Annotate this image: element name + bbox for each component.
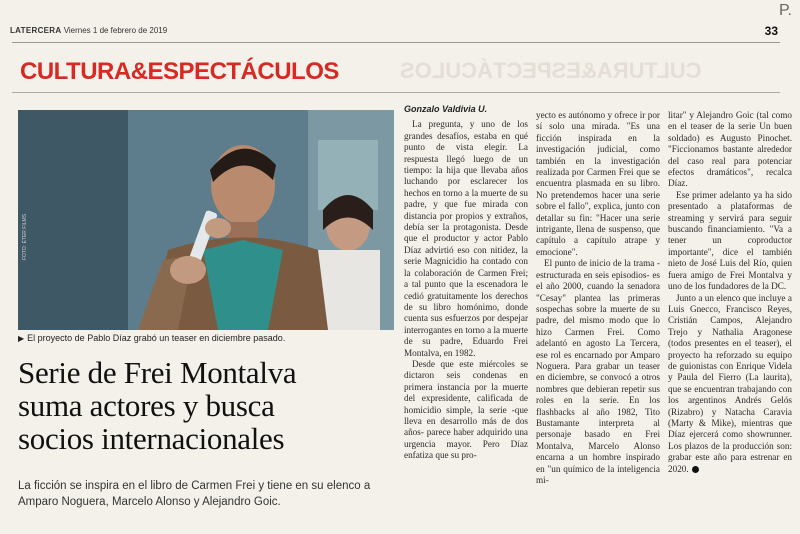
headline-line: Serie de Frei Montalva: [18, 355, 297, 390]
paragraph: yecto es autónomo y ofrece ir por sí solo una mirada. "Es una ficción inspirada en la investigación judicial, como también en la investigación realizada por Carmen Frei que se encuentra plasmada en su libro. No pretendemos hacer una serie sobre el fallo", explica, junto con detallar su fin: "Hacer una serie intrigante, llena de suspenso, que capítulo a capítulo atrape y emocione".: [536, 110, 660, 257]
paragraph: litar" y Alejandro Goic (tal como en el teaser de la serie Un buen soldado) es Augusto Pinochet. "Ficcionamos bastante alrededor del caso real para potenciar efectos dramáticos", recalca Díaz.: [668, 110, 792, 189]
paragraph: [668, 293, 792, 476]
paragraph: Desde que este miércoles se dictaron seis condenas en primera instancia por la muerte del expresidente, calificada de homicidio simple, la serie -que lleva en desarrollo más de dos años- parece haber adquirido una urgencia mayor. Pero Díaz enfatiza que su pro-: [404, 358, 528, 461]
masthead: [10, 26, 790, 40]
bleed-through-mirror: CULTURA&ESPECTÁCULOS: [400, 58, 702, 83]
handwritten-corner-mark: P.: [778, 2, 792, 19]
headline: [18, 356, 398, 455]
article-photo: [18, 110, 394, 330]
paragraph-text: Junto a un elenco que incluye a Luis Gnecco, Francisco Reyes, Cristián Campos, Alejandro Trejo y Nathalia Aragonese (todos presentes en el teaser), el proyecto ha reforzado su equipo de guionistas con Enrique Videla y Paula del Fierro (La laurita), que se encuentran trabajando con los argentinos Andrés Gelós (Rizabro) y Natacha Caravia (Marty & Mike), mientras que Díaz ejercerá como showrunner. Los plazos de la producción son: grabar este año para estrenar en 2020.: [668, 292, 792, 474]
newspaper-brand: LATERCERA: [10, 26, 62, 35]
end-of-article-icon: [692, 466, 699, 473]
lead-paragraph: La ficción se inspira en el libro de Carmen Frei y tiene en su elenco a Amparo Noguera, Marcelo Alonso y Alejandro Goic.: [18, 480, 371, 508]
section-title: CULTURA&ESPECTÁCULOS: [20, 58, 339, 85]
photo-credit: FOTO: ÉTER FILMS: [22, 213, 28, 260]
paragraph: Ese primer adelanto ya ha sido presentado a plataformas de streaming y servirá para seguir buscando financiamiento. "Va a tener un coproductor importante", dice el también nieto de José Luis del Río, quien fuera amigo de Frei Montalva y uno de los fundadores de la DC.: [668, 189, 792, 292]
photo-illustration: [18, 110, 394, 330]
article-column-3: [668, 110, 792, 475]
article-column-2: [536, 110, 660, 486]
caption-text: El proyecto de Pablo Díaz grabó un teaser en diciembre pasado.: [27, 333, 286, 343]
section-rule: [12, 92, 780, 93]
article-column-1: [404, 104, 528, 462]
photo-caption: [18, 333, 285, 343]
page-number: 33: [764, 24, 778, 38]
masthead-rule: [12, 42, 780, 43]
paragraph: El punto de inicio de la trama -estructurada en seis episodios- es el año 2000, cuando la senadora "Cesay" plantea las primeras sospechas sobre la muerte de su padre, del mismo modo que lo hizo Carmen Frei. Como adelantó en agosto La Tercera, ese rol es encarnado por Amparo Noguera. Para grabar un teaser en diciembre, se convocó a otros nombres que debieran repetir sus roles en la serie. En los flashbacks al año 1982, Tito Bustamante interpreta al personaje basado en Frei Montalva, Marcelo Alonso encarna a un hombre inspirado en "un químico de la inteligencia mi-: [536, 258, 660, 485]
paragraph: La pregunta, y uno de los grandes desafíos, estaba en qué punto de vista elegir. La respuesta llegó luego de un tiempo: la hija que llevaba años luchando por esclarecer los hechos en torno a la muerte de su padre, y que fue mirada con distancia por propios y extraños, debía ser la protagonista. Desde que el productor y actor Pablo Díaz advirtió eso con nitidez, la serie Magnicidio ha contado con la colaboración de Carmen Frei; a tal punto que la escenadora le cedió gratuitamente los derechos de su libro homónimo, donde cuenta sus esfuerzos por despejar interrogantes en torno a la muerte de su padre, Eduardo Frei Montalva, en 1982.: [404, 119, 528, 358]
publication-date: Viernes 1 de febrero de 2019: [63, 26, 168, 35]
byline: Gonzalo Valdivia U.: [404, 104, 488, 114]
caption-triangle-icon: ▶: [18, 334, 25, 343]
headline-line: suma actores y busca: [18, 388, 275, 423]
headline-line: socios internacionales: [18, 421, 285, 456]
